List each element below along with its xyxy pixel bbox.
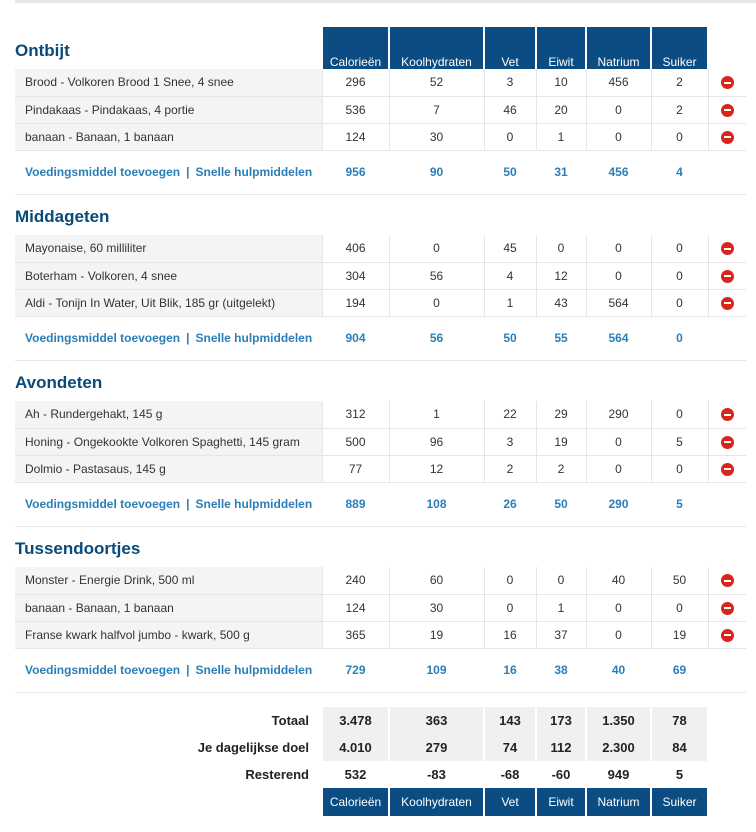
meal-links	[15, 482, 322, 526]
column-header-protein: Eiwit	[536, 27, 586, 69]
header-spacer	[536, 194, 586, 235]
food-fat-value: 16	[484, 621, 536, 648]
food-sugar-value: 2	[651, 96, 708, 123]
column-header-sodium: Natrium	[586, 27, 651, 69]
quick-tools-link[interactable]: Snelle hulpmiddelen	[195, 165, 313, 179]
food-sodium-value: 564	[586, 289, 651, 316]
link-separator: |	[186, 331, 190, 345]
header-spacer	[708, 27, 746, 69]
food-protein-value: 20	[536, 96, 586, 123]
delete-cell	[708, 289, 746, 316]
daily-goal-sodium: 2.300	[586, 734, 651, 761]
daily-total-calories: 3.478	[322, 707, 389, 734]
delete-cell	[708, 455, 746, 482]
remaining-fat: -68	[484, 761, 536, 788]
delete-icon[interactable]	[721, 104, 734, 117]
meal-total-row	[15, 316, 746, 360]
meal-title: Middageten	[15, 207, 110, 226]
food-calories-value: 312	[322, 401, 389, 428]
food-carbs-value: 30	[389, 594, 484, 621]
food-name-link[interactable]: Monster - Energie Drink, 500 ml	[15, 567, 322, 594]
total-spacer	[708, 482, 746, 526]
food-sugar-value: 0	[651, 235, 708, 262]
quick-tools-link[interactable]: Snelle hulpmiddelen	[195, 663, 313, 677]
header-spacer	[322, 360, 389, 401]
food-protein-value: 1	[536, 594, 586, 621]
food-sugar-value: 0	[651, 401, 708, 428]
food-sugar-value: 0	[651, 455, 708, 482]
food-name-link[interactable]: banaan - Banaan, 1 banaan	[15, 123, 322, 150]
food-sugar-value: 0	[651, 594, 708, 621]
bottom-header-spacer	[15, 788, 322, 816]
food-calories-value: 304	[322, 262, 389, 289]
food-name-link[interactable]: banaan - Banaan, 1 banaan	[15, 594, 322, 621]
total-spacer	[708, 150, 746, 194]
food-fat-value: 0	[484, 567, 536, 594]
daily-goal-label: Je dagelijkse doel	[197, 740, 309, 755]
delete-icon[interactable]	[721, 436, 734, 449]
add-food-link[interactable]: Voedingsmiddel toevoegen	[25, 331, 181, 345]
add-food-link[interactable]: Voedingsmiddel toevoegen	[25, 663, 181, 677]
food-carbs-value: 0	[389, 289, 484, 316]
quick-tools-link[interactable]: Snelle hulpmiddelen	[195, 497, 313, 511]
food-protein-value: 0	[536, 235, 586, 262]
food-name-link[interactable]: Boterham - Volkoren, 4 snee	[15, 262, 322, 289]
meal-total-row	[15, 648, 746, 692]
food-protein-value: 2	[536, 455, 586, 482]
meal-total-protein: 38	[536, 648, 586, 692]
food-carbs-value: 30	[389, 123, 484, 150]
header-spacer	[536, 526, 586, 567]
meal-total-sodium: 456	[586, 150, 651, 194]
column-header-calories: Calorieën	[322, 27, 389, 69]
meal-total-sodium: 290	[586, 482, 651, 526]
delete-cell	[708, 96, 746, 123]
meal-total-calories: 904	[322, 316, 389, 360]
bottom-column-header-carbs: Koolhydraten	[389, 788, 484, 816]
header-spacer	[484, 360, 536, 401]
food-row	[15, 401, 746, 428]
bottom-column-header-fat: Vet	[484, 788, 536, 816]
remaining-carbs: -83	[389, 761, 484, 788]
food-fat-value: 3	[484, 69, 536, 96]
daily-total-fat: 143	[484, 707, 536, 734]
food-sodium-value: 0	[586, 123, 651, 150]
food-protein-value: 37	[536, 621, 586, 648]
delete-icon[interactable]	[721, 602, 734, 615]
link-separator: |	[186, 663, 190, 677]
column-header-fat: Vet	[484, 27, 536, 69]
meal-total-sugar: 0	[651, 316, 708, 360]
delete-cell	[708, 235, 746, 262]
food-protein-value: 43	[536, 289, 586, 316]
daily-total-label: Totaal	[271, 713, 309, 728]
food-sugar-value: 0	[651, 123, 708, 150]
food-calories-value: 296	[322, 69, 389, 96]
bottom-column-header-sugar: Suiker	[651, 788, 708, 816]
food-row	[15, 428, 746, 455]
meal-total-calories: 729	[322, 648, 389, 692]
food-protein-value: 12	[536, 262, 586, 289]
meal-total-sugar: 69	[651, 648, 708, 692]
food-calories-value: 124	[322, 594, 389, 621]
meal-total-carbs: 108	[389, 482, 484, 526]
food-sodium-value: 0	[586, 428, 651, 455]
food-sodium-value: 40	[586, 567, 651, 594]
delete-icon[interactable]	[721, 463, 734, 476]
food-diary-table	[15, 27, 746, 816]
meal-total-fat: 26	[484, 482, 536, 526]
meal-total-sodium: 40	[586, 648, 651, 692]
header-spacer	[708, 194, 746, 235]
meal-total-sugar: 4	[651, 150, 708, 194]
top-divider	[15, 0, 756, 3]
food-sodium-value: 456	[586, 69, 651, 96]
delete-cell	[708, 428, 746, 455]
meal-header-row	[15, 27, 746, 69]
column-header-sugar: Suiker	[651, 27, 708, 69]
food-sugar-value: 5	[651, 428, 708, 455]
food-calories-value: 500	[322, 428, 389, 455]
meal-title: Ontbijt	[15, 41, 70, 60]
food-carbs-value: 96	[389, 428, 484, 455]
meal-total-sodium: 564	[586, 316, 651, 360]
meal-total-row	[15, 482, 746, 526]
meal-total-protein: 50	[536, 482, 586, 526]
meal-total-row	[15, 150, 746, 194]
header-spacer	[651, 526, 708, 567]
meal-header-row	[15, 526, 746, 567]
summary-spacer-cell	[708, 734, 746, 761]
column-header-carbs: Koolhydraten	[389, 27, 484, 69]
delete-icon[interactable]	[721, 131, 734, 144]
food-row	[15, 567, 746, 594]
delete-cell	[708, 123, 746, 150]
food-calories-value: 194	[322, 289, 389, 316]
remaining-sodium: 949	[586, 761, 651, 788]
daily-total-sugar: 78	[651, 707, 708, 734]
food-fat-value: 45	[484, 235, 536, 262]
meal-total-fat: 16	[484, 648, 536, 692]
food-fat-value: 1	[484, 289, 536, 316]
daily-total-sodium: 1.350	[586, 707, 651, 734]
meal-links	[15, 150, 322, 194]
bottom-column-header-protein: Eiwit	[536, 788, 586, 816]
meal-links	[15, 316, 322, 360]
quick-tools-link[interactable]: Snelle hulpmiddelen	[195, 331, 313, 345]
header-spacer	[586, 194, 651, 235]
header-spacer	[389, 360, 484, 401]
food-protein-value: 19	[536, 428, 586, 455]
food-protein-value: 29	[536, 401, 586, 428]
summary-spacer-cell	[708, 707, 746, 734]
food-name-link[interactable]: Mayonaise, 60 milliliter	[15, 235, 322, 262]
delete-icon[interactable]	[721, 242, 734, 255]
header-spacer	[536, 360, 586, 401]
header-spacer	[586, 526, 651, 567]
daily-goal-fat: 74	[484, 734, 536, 761]
food-row	[15, 455, 746, 482]
food-sugar-value: 50	[651, 567, 708, 594]
header-spacer	[708, 360, 746, 401]
header-spacer	[586, 360, 651, 401]
meal-total-fat: 50	[484, 150, 536, 194]
total-spacer	[708, 316, 746, 360]
food-protein-value: 1	[536, 123, 586, 150]
delete-icon[interactable]	[721, 408, 734, 421]
food-row	[15, 621, 746, 648]
header-spacer	[651, 194, 708, 235]
bottom-header-spacer	[708, 788, 746, 816]
food-sodium-value: 290	[586, 401, 651, 428]
delete-cell	[708, 621, 746, 648]
food-sodium-value: 0	[586, 96, 651, 123]
food-protein-value: 0	[536, 567, 586, 594]
food-calories-value: 240	[322, 567, 389, 594]
meal-total-fat: 50	[484, 316, 536, 360]
bottom-column-header-row	[15, 788, 746, 816]
daily-total-row	[15, 707, 746, 734]
food-carbs-value: 52	[389, 69, 484, 96]
summary-spacer-cell	[708, 761, 746, 788]
food-calories-value: 365	[322, 621, 389, 648]
header-spacer	[389, 526, 484, 567]
food-name-link[interactable]: Pindakaas - Pindakaas, 4 portie	[15, 96, 322, 123]
delete-cell	[708, 401, 746, 428]
food-sodium-value: 0	[586, 262, 651, 289]
food-row	[15, 235, 746, 262]
meal-total-calories: 956	[322, 150, 389, 194]
food-calories-value: 406	[322, 235, 389, 262]
food-row	[15, 594, 746, 621]
meal-header-row	[15, 194, 746, 235]
food-row	[15, 289, 746, 316]
meal-total-protein: 31	[536, 150, 586, 194]
food-sugar-value: 19	[651, 621, 708, 648]
delete-icon[interactable]	[721, 629, 734, 642]
remaining-sugar: 5	[651, 761, 708, 788]
bottom-column-header-sodium: Natrium	[586, 788, 651, 816]
header-spacer	[389, 194, 484, 235]
add-food-link[interactable]: Voedingsmiddel toevoegen	[25, 497, 181, 511]
header-spacer	[651, 360, 708, 401]
food-calories-value: 124	[322, 123, 389, 150]
delete-cell	[708, 69, 746, 96]
remaining-calories: 532	[322, 761, 389, 788]
food-name-link[interactable]: Dolmio - Pastasaus, 145 g	[15, 455, 322, 482]
food-fat-value: 46	[484, 96, 536, 123]
food-fat-value: 4	[484, 262, 536, 289]
food-carbs-value: 7	[389, 96, 484, 123]
food-carbs-value: 19	[389, 621, 484, 648]
remaining-label: Resterend	[245, 767, 309, 782]
food-sodium-value: 0	[586, 235, 651, 262]
remaining-row	[15, 761, 746, 788]
meal-total-calories: 889	[322, 482, 389, 526]
food-sugar-value: 0	[651, 289, 708, 316]
summary-spacer	[15, 692, 746, 707]
daily-total-protein: 173	[536, 707, 586, 734]
delete-cell	[708, 262, 746, 289]
food-carbs-value: 0	[389, 235, 484, 262]
delete-icon[interactable]	[721, 574, 734, 587]
food-carbs-value: 60	[389, 567, 484, 594]
food-sugar-value: 0	[651, 262, 708, 289]
food-row	[15, 69, 746, 96]
link-separator: |	[186, 165, 190, 179]
meal-total-carbs: 109	[389, 648, 484, 692]
meal-title: Avondeten	[15, 373, 103, 392]
spacer-cell	[15, 692, 746, 707]
header-spacer	[708, 526, 746, 567]
delete-icon[interactable]	[721, 76, 734, 89]
delete-icon[interactable]	[721, 297, 734, 310]
food-row	[15, 96, 746, 123]
food-name-link[interactable]: Ah - Rundergehakt, 145 g	[15, 401, 322, 428]
food-protein-value: 10	[536, 69, 586, 96]
food-row	[15, 262, 746, 289]
meal-title: Tussendoortjes	[15, 539, 141, 558]
meal-total-protein: 55	[536, 316, 586, 360]
food-carbs-value: 56	[389, 262, 484, 289]
header-spacer	[322, 194, 389, 235]
food-name-link[interactable]: Franse kwark halfvol jumbo - kwark, 500 g	[15, 621, 322, 648]
daily-goal-sugar: 84	[651, 734, 708, 761]
food-fat-value: 0	[484, 594, 536, 621]
header-spacer	[484, 526, 536, 567]
header-spacer	[484, 194, 536, 235]
food-name-link[interactable]: Brood - Volkoren Brood 1 Snee, 4 snee	[15, 69, 322, 96]
daily-goal-protein: 112	[536, 734, 586, 761]
daily-goal-carbs: 279	[389, 734, 484, 761]
meal-header-row	[15, 360, 746, 401]
food-row	[15, 123, 746, 150]
food-carbs-value: 12	[389, 455, 484, 482]
food-name-link[interactable]: Honing - Ongekookte Volkoren Spaghetti, 145 gram	[15, 428, 322, 455]
delete-icon[interactable]	[721, 270, 734, 283]
food-sugar-value: 2	[651, 69, 708, 96]
meal-total-carbs: 56	[389, 316, 484, 360]
food-calories-value: 536	[322, 96, 389, 123]
daily-goal-row	[15, 734, 746, 761]
delete-cell	[708, 567, 746, 594]
meal-links	[15, 648, 322, 692]
food-sodium-value: 0	[586, 621, 651, 648]
food-fat-value: 3	[484, 428, 536, 455]
add-food-link[interactable]: Voedingsmiddel toevoegen	[25, 165, 181, 179]
delete-cell	[708, 594, 746, 621]
food-sodium-value: 0	[586, 594, 651, 621]
food-fat-value: 22	[484, 401, 536, 428]
bottom-column-header-calories: Calorieën	[322, 788, 389, 816]
remaining-protein: -60	[536, 761, 586, 788]
meal-total-carbs: 90	[389, 150, 484, 194]
daily-total-carbs: 363	[389, 707, 484, 734]
link-separator: |	[186, 497, 190, 511]
food-name-link[interactable]: Aldi - Tonijn In Water, Uit Blik, 185 gr (uitgelekt)	[15, 289, 322, 316]
food-sodium-value: 0	[586, 455, 651, 482]
food-calories-value: 77	[322, 455, 389, 482]
total-spacer	[708, 648, 746, 692]
food-fat-value: 2	[484, 455, 536, 482]
daily-goal-calories: 4.010	[322, 734, 389, 761]
food-carbs-value: 1	[389, 401, 484, 428]
header-spacer	[322, 526, 389, 567]
meal-total-sugar: 5	[651, 482, 708, 526]
food-fat-value: 0	[484, 123, 536, 150]
